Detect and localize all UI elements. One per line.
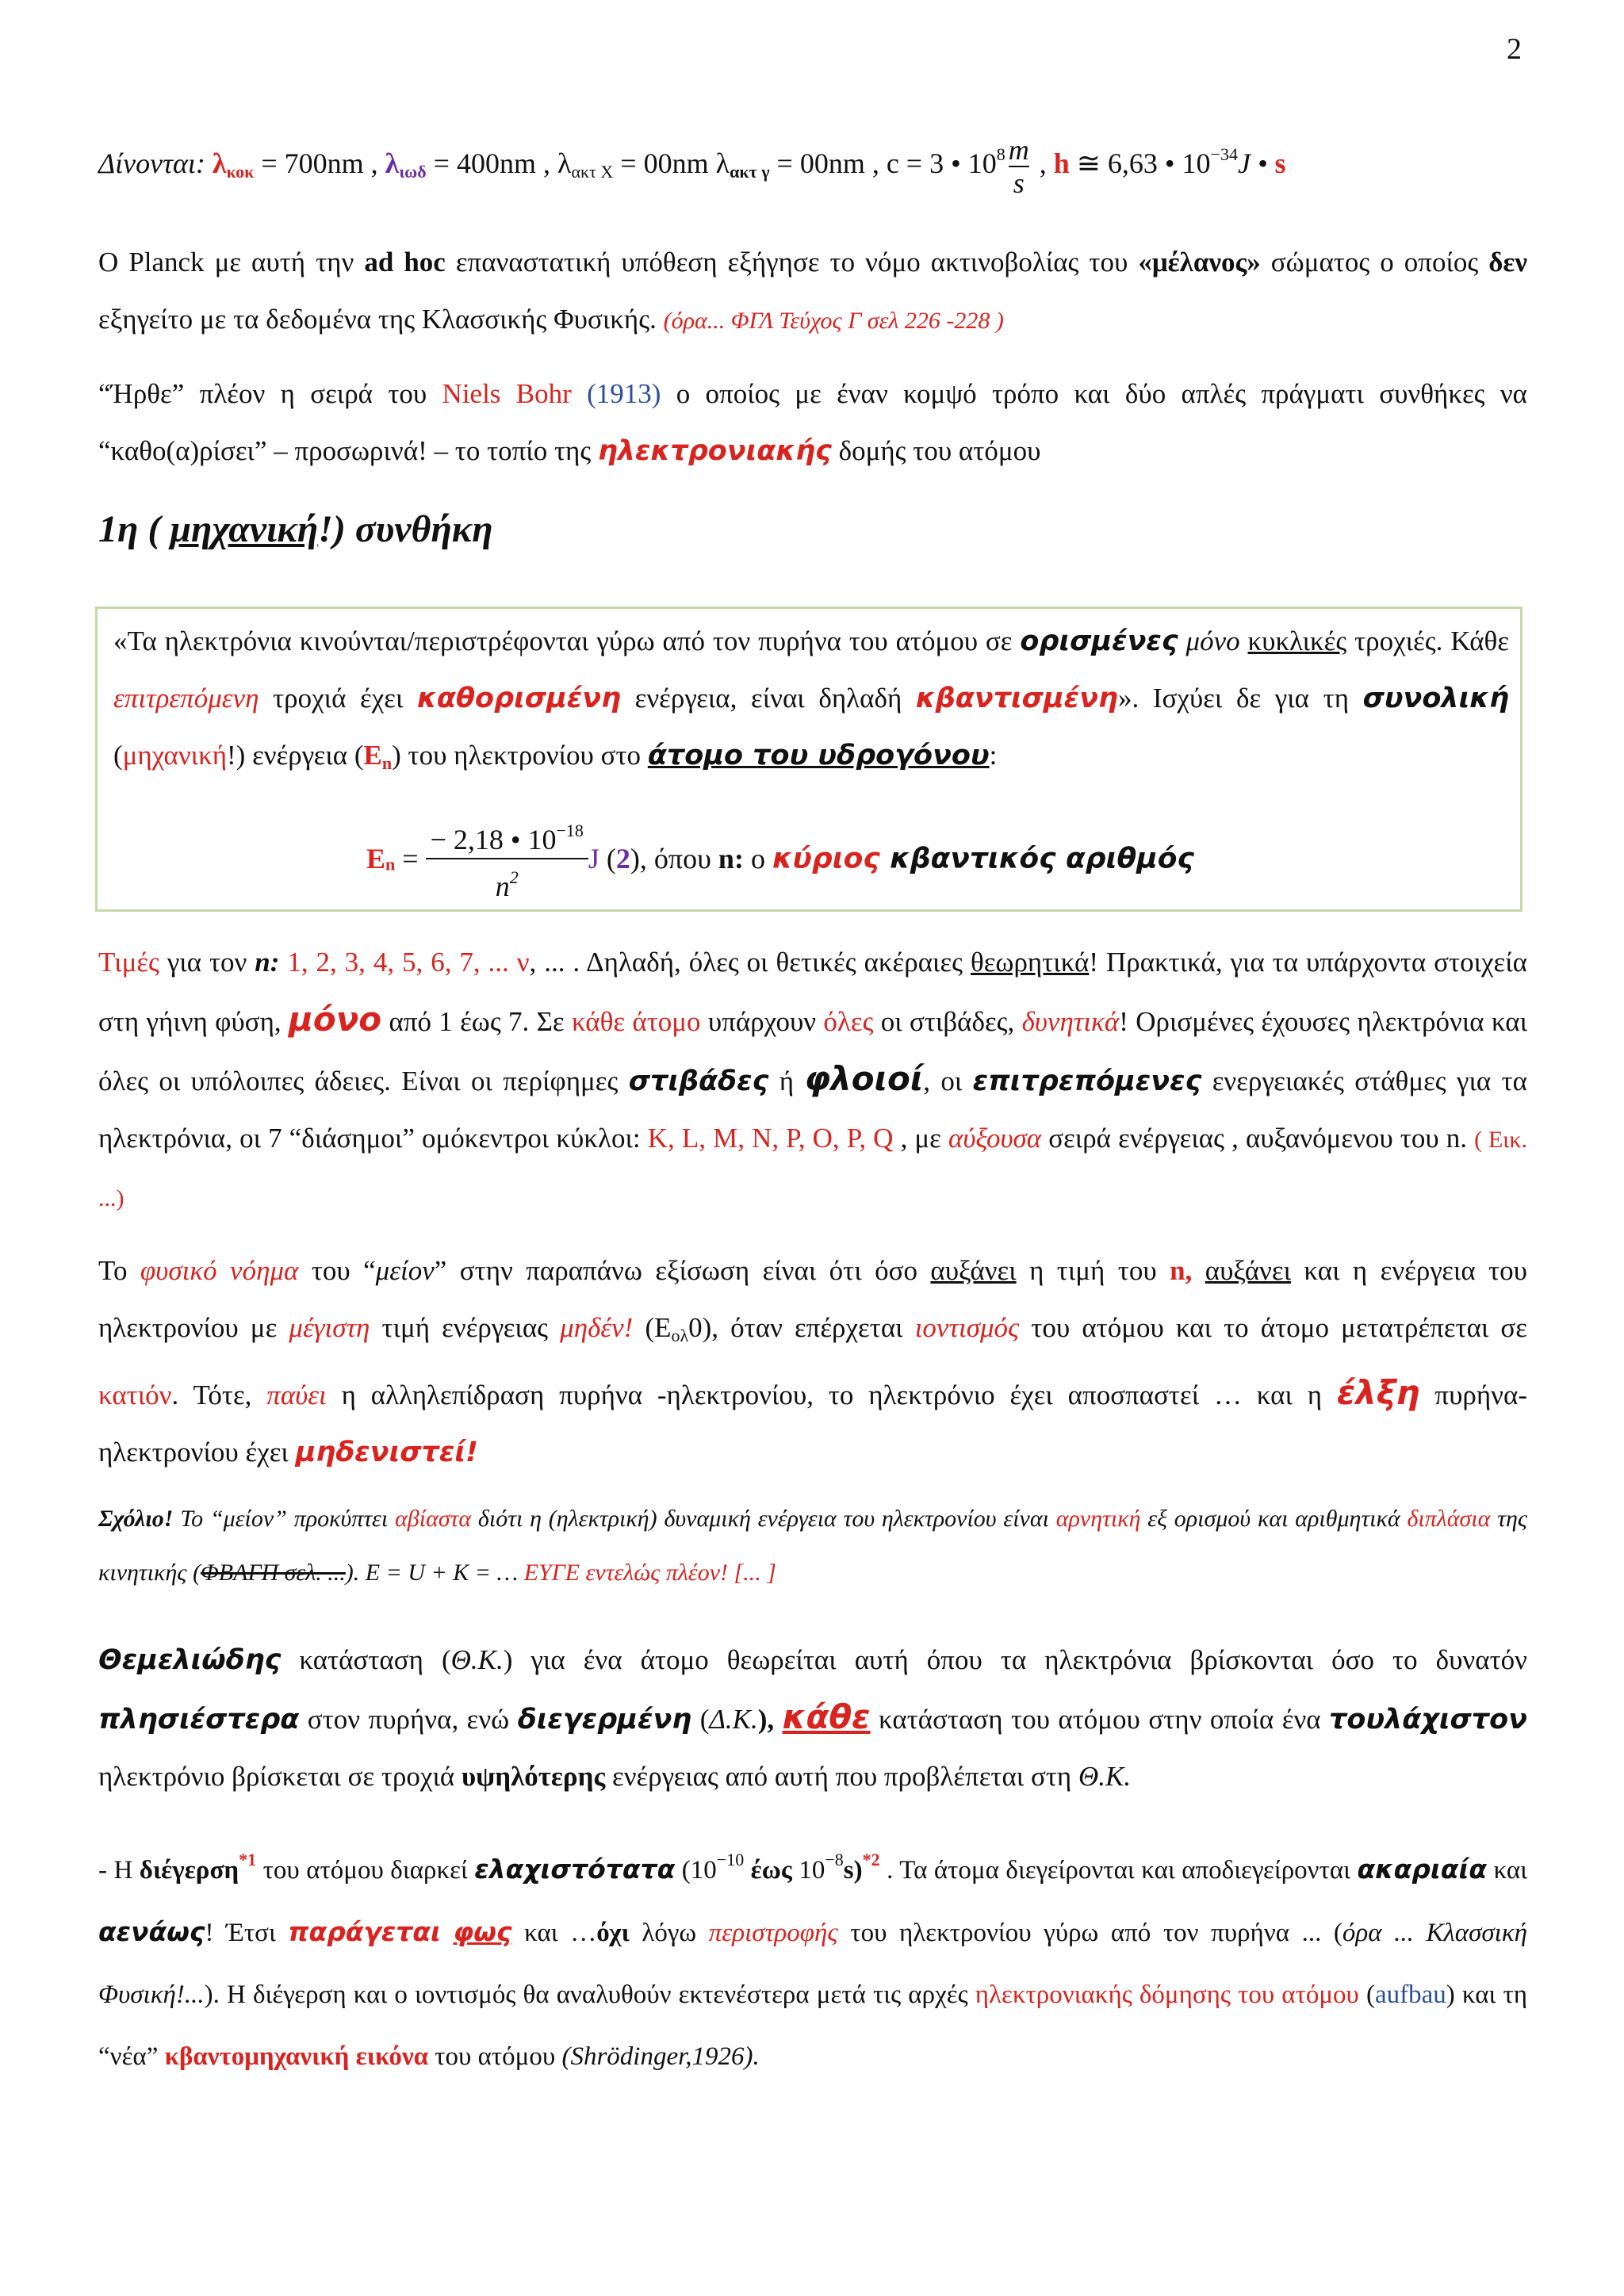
- text-run: κβαντικός αριθμός: [879, 842, 1194, 875]
- text-run: μηχανική: [122, 740, 228, 771]
- text-run: περιστροφής: [708, 1919, 838, 1947]
- text-run: διότι η (ηλεκτρική) δυναμική ενέργεια του ηλεκτρονίου είναι: [471, 1506, 1056, 1532]
- text-run: , ... . Δηλαδή, όλες οι θετικές ακέραιες: [529, 947, 971, 978]
- text-run: ολ: [671, 1326, 689, 1345]
- text-run: . Τότε,: [171, 1380, 267, 1410]
- text-run: μηχανική: [170, 508, 319, 550]
- text-run: ! Ορισμένες έχουσες ηλεκτρόνια και όλες οι υπόλοιπες άδειες. Είναι οι περίφημες: [98, 1006, 1528, 1096]
- lambda-kok-value: = 700nm ,: [254, 147, 385, 179]
- text-run: 0), όταν επέρχεται: [688, 1312, 915, 1343]
- text-run: E: [363, 740, 382, 771]
- planck-paragraph: [98, 234, 1527, 350]
- text-run: aufbau: [1374, 1980, 1446, 2009]
- planck-h-symbol: h: [1053, 147, 1070, 179]
- text-run: αενάως: [98, 1916, 205, 1947]
- text-run: έως: [744, 1856, 792, 1885]
- text-run: υψηλότερης: [461, 1761, 606, 1792]
- text-run: λόγω: [629, 1919, 709, 1947]
- text-run: Το: [98, 1255, 140, 1286]
- text-run: «μέλανος»: [1138, 247, 1261, 277]
- text-run: ακαριαία: [1357, 1854, 1487, 1885]
- text-run: κατιόν: [98, 1380, 172, 1410]
- text-run: διέγερση: [139, 1856, 239, 1885]
- text-run: ενέργεια, είναι δηλαδή: [621, 683, 916, 714]
- text-run: (: [1358, 1980, 1375, 2009]
- text-run: έλξη: [1336, 1373, 1420, 1412]
- text-run: [441, 1919, 454, 1947]
- text-run: ΦΒΑΓΠ σελ. ...: [200, 1559, 346, 1586]
- text-run: όρα ... Κλασσική Φυσική!...: [98, 1919, 1528, 2009]
- formula-n-subscript: n: [385, 854, 396, 874]
- text-run: καθορισμένη: [417, 683, 621, 714]
- bohr-year: (1913): [571, 378, 661, 409]
- text-run: , με: [893, 1123, 948, 1154]
- text-run: ηλεκτρονιακής δόμησης του ατόμου: [975, 1980, 1359, 2009]
- formula-numerator-exponent: −18: [556, 821, 584, 840]
- text-run: , οι: [923, 1066, 973, 1096]
- text-run: ή: [768, 1066, 805, 1096]
- text-run: ηλεκτρόνιο βρίσκεται σε τροχιά: [98, 1761, 462, 1792]
- lambda-akt-x-value: = 00nm: [613, 147, 716, 179]
- lambda-akt-y-symbol: λ: [715, 147, 730, 179]
- text-run: αυξάνει: [930, 1255, 1017, 1286]
- lambda-akt-x-symbol: λ: [557, 147, 572, 179]
- text-run: στον πυρήνα, ενώ: [299, 1704, 518, 1735]
- lambda-akt-y-subscript: ακτ γ: [730, 162, 770, 182]
- lambda-kok-subscript: κοκ: [226, 162, 255, 182]
- text-run: (: [599, 843, 616, 874]
- excitation-paragraph: [98, 1829, 1527, 2087]
- text-run: «Τα ηλεκτρόνια κινούνται/περιστρέφονται γύρω από τον πυρήνα του ατόμου σε: [113, 626, 1021, 656]
- energy-formula: [366, 813, 1194, 905]
- text-run: 1, 2, 3, 4, 5, 6, 7, ... ν: [279, 947, 530, 978]
- section-heading: [98, 507, 493, 551]
- text-run: Θ.Κ.: [450, 1644, 504, 1675]
- text-run: φλοιοί: [804, 1059, 924, 1098]
- text-run: κυκλικές: [1247, 626, 1347, 656]
- formula-equals: =: [395, 843, 426, 874]
- text-run: αύξουσα: [948, 1123, 1042, 1154]
- text-run: ! Πρακτικά, για τα υπάρχοντα στοιχεία στη γήινη φύση,: [98, 947, 1528, 1037]
- text-run: ! Έτσι: [205, 1919, 289, 1947]
- text-run: διπλάσια: [1407, 1506, 1491, 1532]
- givens-separator: ,: [1032, 147, 1054, 179]
- formula-numerator: − 2,18 • 10: [430, 824, 557, 855]
- text-run: και: [1487, 1856, 1527, 1885]
- comment-label: Σχόλιο!: [98, 1506, 174, 1532]
- text-run: n:: [718, 843, 744, 874]
- text-run: *1: [239, 1850, 257, 1869]
- text-run: κατάσταση του ατόμου στην οποία ένα: [870, 1704, 1330, 1735]
- text-run: ). E = U + K = …: [345, 1559, 524, 1586]
- text-run: ad hoc: [364, 247, 446, 277]
- text-run: κβαντισμένη: [915, 683, 1118, 714]
- text-run: −8: [825, 1850, 844, 1869]
- text-run: ενεργειακές στάθμες για τα ηλεκτρόνια, οι 7 “διάσημοι” ομόκεντροι κύκλοι:: [98, 1066, 1527, 1154]
- lambda-iod-symbol: λ: [385, 147, 400, 179]
- text-run: ). Η διέγερση και ο ιοντισμός θα αναλυθούν εκτενέστερα μετά τις αρχές: [204, 1980, 975, 2009]
- text-run: κάθε: [782, 1697, 871, 1736]
- text-run: Ο Planck με αυτή την: [98, 247, 365, 277]
- text-run: s): [843, 1856, 863, 1885]
- text-run: μόνο: [288, 1000, 382, 1039]
- text-run: Δ.Κ.: [709, 1704, 758, 1735]
- text-run: ΕΥΓΕ εντελώς πλέον! [... ]: [523, 1559, 776, 1586]
- text-run: και …: [511, 1919, 597, 1947]
- seconds-unit: s: [1274, 147, 1286, 179]
- planck-reference: (όρα... ΦΓΛ Τεύχος Γ σελ 226 -228 ): [663, 308, 1004, 334]
- text-run: . Τα άτομα διεγείρονται και αποδιεγείρονται: [879, 1856, 1358, 1885]
- text-run: ο οποίος με έναν κομψό τρόπο και δύο απλές πράγματι συνθήκες να “καθο(α)ρίσει” – προσωρινά! – το τοπίο της: [98, 378, 1527, 466]
- text-run: κβαντομηχανική εικόνα: [164, 2042, 429, 2071]
- text-run: n:: [255, 947, 280, 978]
- text-run: τροχιά έχει: [259, 683, 418, 714]
- text-run: n: [381, 753, 393, 773]
- text-run: όλες: [823, 1006, 874, 1037]
- text-run: μηδέν!: [560, 1312, 634, 1343]
- text-run: παράγεται: [288, 1916, 441, 1947]
- text-run: μείον: [375, 1255, 435, 1286]
- text-run: ιοντισμός: [914, 1312, 1020, 1343]
- text-run: κάθε άτομο: [571, 1006, 701, 1037]
- text-run: (10: [675, 1856, 717, 1885]
- lambda-akt-x-subscript: ακτ X: [571, 162, 614, 182]
- text-run: πλησιέστερα: [98, 1704, 300, 1735]
- text-run: !) συνθήκη: [318, 508, 493, 550]
- text-run: ». Ισχύει δε για τη: [1117, 683, 1363, 714]
- text-run: τιμή ενέργειας: [370, 1312, 561, 1343]
- text-run: πυρήνα-ηλεκτρονίου έχει: [98, 1380, 1527, 1468]
- text-run: ο: [743, 843, 772, 874]
- text-run: του ατόμου: [428, 2042, 562, 2071]
- text-run: οι στιβάδες,: [873, 1006, 1022, 1037]
- text-run: αυξάνει: [1205, 1255, 1291, 1286]
- text-run: ) για ένα άτομο θεωρείται αυτή όπου τα ηλεκτρόνια βρίσκονται όσο το δυνατόν: [503, 1644, 1527, 1675]
- m-per-s-fraction: [1009, 134, 1029, 199]
- text-run: 1η (: [98, 508, 170, 550]
- text-run: του ατόμου και το άτομο μετατρέπεται σε: [1019, 1312, 1528, 1343]
- lambda-iod-value: = 400nm ,: [426, 147, 557, 179]
- text-run: συνολική: [1362, 683, 1509, 714]
- text-run: κατάσταση (: [281, 1644, 451, 1675]
- text-run: (: [113, 740, 123, 771]
- text-run: “Ήρθε” πλέον η σειρά του: [98, 378, 442, 409]
- exponent-minus-34: −34: [1210, 144, 1238, 164]
- text-run: της κινητικής (: [98, 1506, 1527, 1586]
- text-run: Θ.Κ.: [1078, 1761, 1132, 1792]
- formula-reference-number: 2: [615, 843, 630, 874]
- text-run: (E: [633, 1312, 672, 1343]
- text-run: τροχιές. Κάθε: [1346, 626, 1510, 656]
- fraction-m: m: [1008, 133, 1029, 166]
- text-run: παύει: [266, 1380, 327, 1410]
- text-run: επιτρεπόμενη: [113, 683, 259, 714]
- text-run: φως: [453, 1916, 512, 1947]
- text-run: K, L, M, N, P, O, P, Q: [647, 1123, 894, 1154]
- formula-unit: J: [588, 843, 599, 874]
- bohr-paragraph: [98, 365, 1527, 480]
- text-run: ) του ηλεκτρονίου στο: [392, 740, 648, 771]
- text-run: φυσικό νόημα: [140, 1255, 299, 1286]
- text-run: ελαχιστότατα: [474, 1854, 676, 1885]
- text-run: υπάρχουν: [700, 1006, 824, 1037]
- text-run: μέγιστη: [289, 1312, 370, 1343]
- fraction-s: s: [1013, 166, 1025, 199]
- text-run: του ατόμου διαρκεί: [256, 1856, 475, 1885]
- text-run: δεν: [1488, 247, 1528, 277]
- text-run: εξ ορισμού και αριθμητικά: [1140, 1506, 1408, 1532]
- page-number: 2: [1507, 33, 1522, 66]
- formula-denominator: n: [495, 871, 510, 902]
- text-run: ορισμένες: [1020, 626, 1178, 657]
- text-run: του ηλεκτρονίου γύρω από τον πυρήνα ... (: [837, 1919, 1342, 1947]
- text-run: *2: [862, 1850, 880, 1869]
- text-run: όχι: [596, 1919, 630, 1947]
- text-run: (: [691, 1704, 710, 1735]
- exponent-8: 8: [996, 144, 1005, 164]
- text-run: και η ενέργεια του ηλεκτρονίου με: [98, 1255, 1527, 1343]
- text-run: n,: [1170, 1255, 1193, 1286]
- text-run: επιτρεπόμενες: [972, 1066, 1202, 1097]
- formula-fraction: [426, 813, 588, 905]
- text-run: κύριος: [772, 842, 880, 875]
- text-run: η αλληλεπίδραση πυρήνα -ηλεκτρονίου, το ηλεκτρόνιο έχει αποσπαστεί … και η: [326, 1380, 1337, 1410]
- text-run: μόνο: [1178, 626, 1248, 656]
- first-condition-text: [113, 613, 1509, 792]
- figure-reference: ( Εικ. ...): [98, 1127, 1527, 1211]
- givens-label: Δίνονται:: [98, 147, 213, 179]
- comment-paragraph: [98, 1492, 1527, 1600]
- text-run: αβίαστα: [395, 1506, 472, 1532]
- text-run: θεωρητικά: [970, 947, 1090, 978]
- speed-of-light-value: = 00nm , c = 3 • 10: [769, 147, 997, 179]
- hydrogen-atom: άτομο του υδρογόνου: [647, 740, 990, 771]
- physical-meaning-paragraph: [98, 1242, 1527, 1481]
- text-run: Τιμές: [98, 947, 159, 978]
- text-run: από 1 έως 7. Σε: [381, 1006, 572, 1037]
- lambda-kok-symbol: λ: [212, 147, 227, 179]
- text-run: - Η: [98, 1856, 140, 1885]
- text-run: ), όπου: [630, 843, 718, 874]
- text-run: δομής του ατόμου: [831, 435, 1041, 466]
- text-run: Θεμελιώδης: [98, 1644, 282, 1676]
- text-run: :: [989, 740, 998, 771]
- text-run: η τιμή του: [1016, 1255, 1170, 1286]
- text-run: αρνητική: [1055, 1506, 1141, 1532]
- text-run: εξηγείτο με τα δεδομένα της Κλασσικής Φυσικής.: [98, 304, 664, 335]
- text-run: επαναστατική υπόθεση εξήγησε το νόμο ακτινοβολίας του: [445, 247, 1139, 277]
- text-run: !) ενέργεια (: [227, 740, 364, 771]
- formula-denominator-exponent: 2: [509, 867, 519, 887]
- lambda-iod-subscript: ιωδ: [399, 162, 427, 182]
- text-run: του “: [298, 1255, 376, 1286]
- text-run: −10: [716, 1850, 745, 1869]
- text-run: ” στην παραπάνω εξίσωση είναι ότι όσο: [434, 1255, 931, 1286]
- values-paragraph: [98, 934, 1527, 1227]
- text-run: δυνητικά: [1021, 1006, 1120, 1037]
- text-run: για τον: [159, 947, 255, 978]
- text-run: ) και τη “νέα”: [98, 1980, 1527, 2071]
- schrodinger-reference: (Shrödinger,1926).: [561, 2042, 760, 2071]
- text-run: σειρά ενέργειας , αυξανόμενου του n.: [1041, 1123, 1475, 1154]
- text-run: ενέργειας από αυτή που προβλέπεται στη: [605, 1761, 1078, 1792]
- joule-unit: J •: [1237, 147, 1275, 179]
- text-run: τουλάχιστον: [1329, 1704, 1527, 1735]
- text-run: ηλεκτρονιακής: [597, 435, 832, 467]
- text-run: ),: [757, 1704, 783, 1735]
- text-run: στιβάδες: [628, 1066, 769, 1097]
- text-run: Το “μείον” προκύπτει: [173, 1506, 396, 1532]
- text-run: 10: [791, 1856, 825, 1885]
- formula-e: E: [366, 843, 386, 874]
- text-run: μηδενιστεί!: [295, 1437, 478, 1468]
- ground-state-paragraph: [98, 1632, 1527, 1805]
- text-run: διεγερμένη: [517, 1704, 692, 1735]
- text-run: [1192, 1255, 1205, 1286]
- givens-line: [98, 127, 1527, 200]
- niels-bohr: Niels Bohr: [442, 378, 572, 409]
- text-run: σώματος ο οποίος: [1260, 247, 1489, 277]
- planck-h-value: ≅ 6,63 • 10: [1069, 147, 1211, 179]
